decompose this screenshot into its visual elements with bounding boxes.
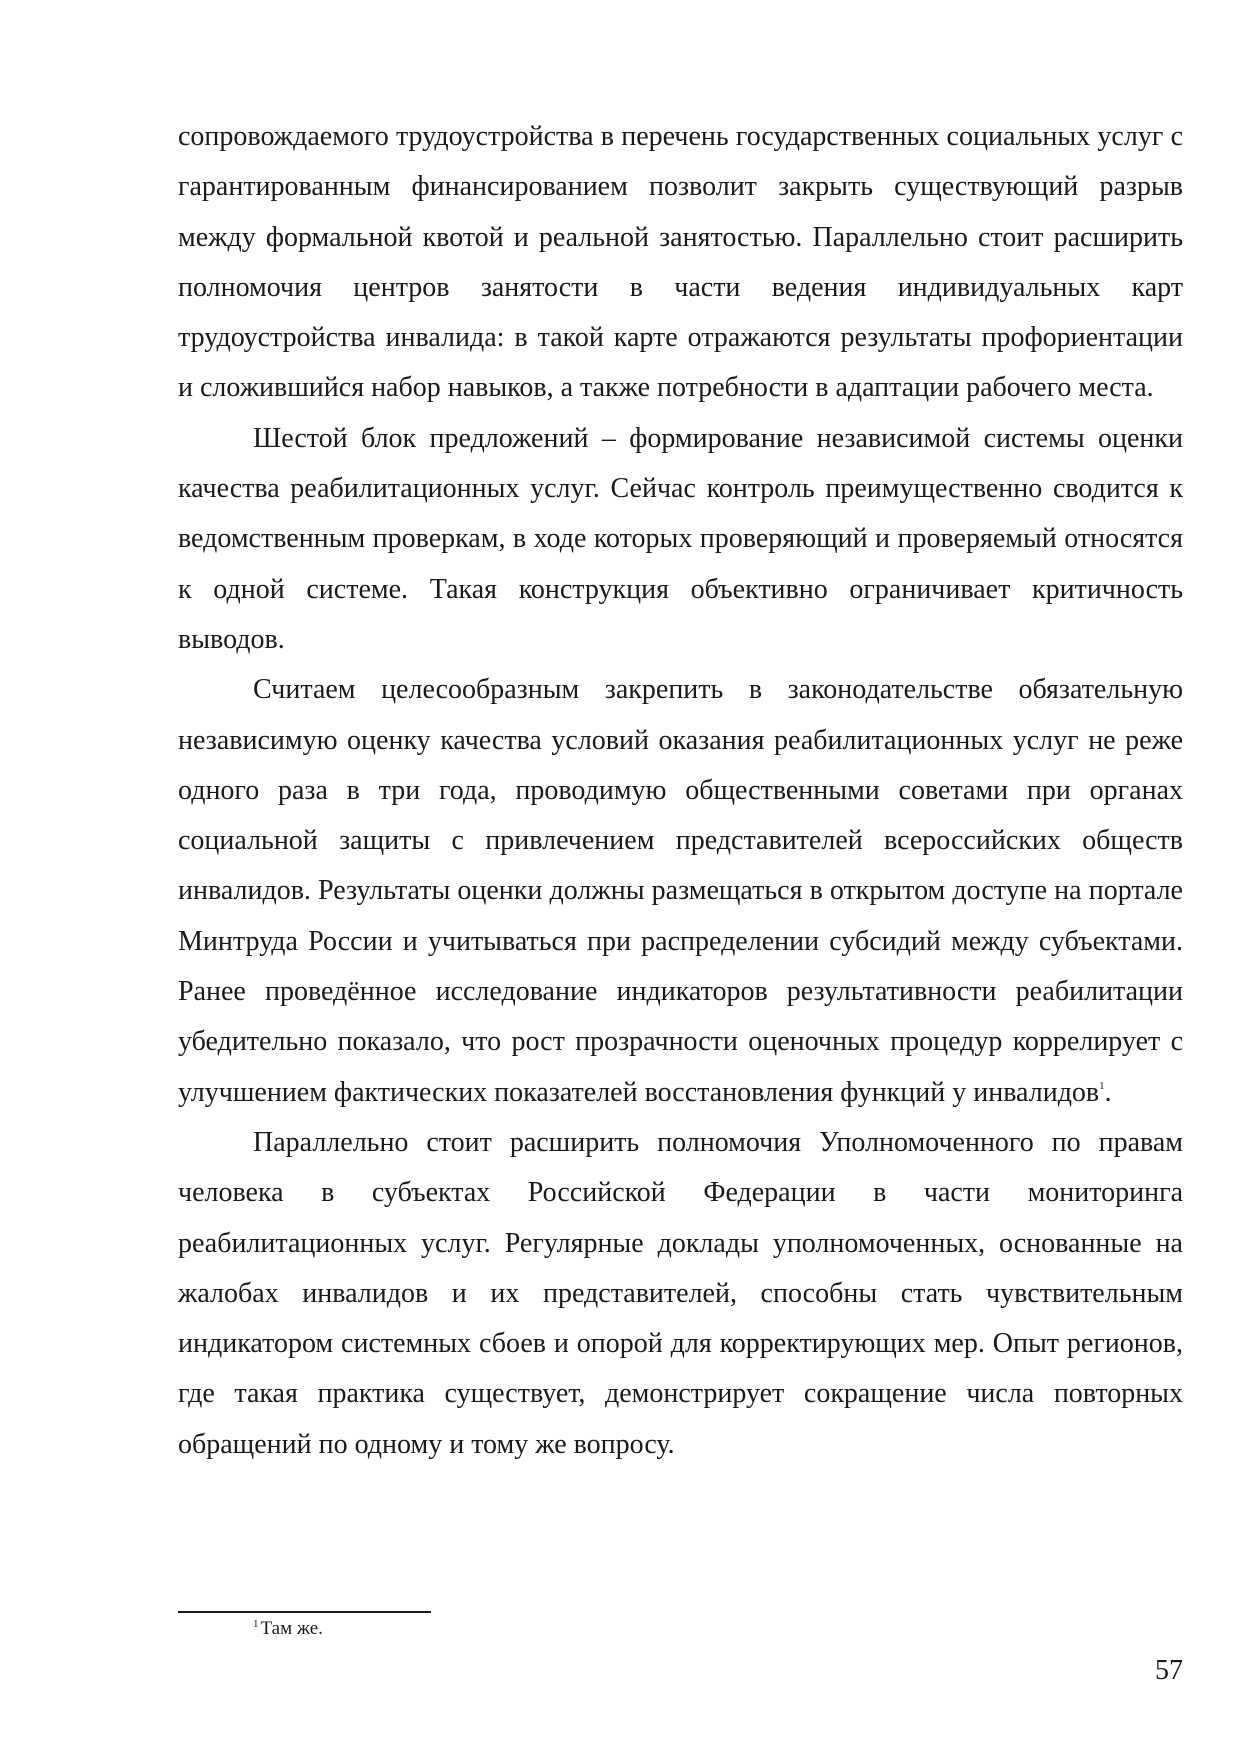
paragraph-2 (178, 414, 1183, 665)
paragraph-1-text: сопровождаемого трудоустройства в перечень государственных социальных услуг с гарантированным финансированием позволит закрыть существующий разрыв между формальной квотой и реальной занятостью. Параллельно стоит расширить полномочия центров занятости в части ведения индивидуальных карт трудоустройства инвалида: в такой карте отражаются результаты профориентации и сложившийся набор навыков, а также потребности в адаптации рабочего места. (178, 121, 1183, 404)
footnote-separator (178, 1611, 431, 1613)
page-body (178, 112, 1183, 1470)
footnote-reference[interactable]: 1 (1099, 1079, 1105, 1092)
footnote (253, 1617, 323, 1641)
paragraph-1 (178, 112, 1183, 414)
footnote-number: 1 (253, 1618, 259, 1630)
footnote-text: Там же. (260, 1618, 323, 1639)
paragraph-2-text: Шестой блок предложений – формирование независимой системы оценки качества реабилитационных услуг. Сейчас контроль преимущественно сводится к ведомственным проверкам, в ходе которых проверяющий и проверяемый относятся к одной системе. Такая конструкция объективно ограничивает критичность выводов. (178, 422, 1183, 655)
paragraph-4 (178, 1118, 1183, 1470)
paragraph-3-tail: . (1104, 1076, 1112, 1108)
paragraph-4-text: Параллельно стоит расширить полномочия Уполномоченного по правам человека в субъектах Российской Федерации в части мониторинга реабилитационных услуг. Регулярные доклады уполномоченных, основанные на жалобах инвалидов и их представителей, способны стать чувствительным индикатором системных сбоев и опорой для корректирующих мер. Опыт регионов, где такая практика существует, демонстрирует сокращение числа повторных обращений по одному и тому же вопросу. (178, 1126, 1183, 1460)
page-number: 57 (1155, 1655, 1183, 1686)
paragraph-3 (178, 665, 1183, 1118)
paragraph-3-text: Считаем целесообразным закрепить в законодательстве обязательную независимую оценку качества условий оказания реабилитационных услуг не реже одного раза в три года, проводимую общественными советами при органах социальной защиты с привлечением представителей всероссийских обществ инвалидов. Результаты оценки должны размещаться в открытом доступе на портале Минтруда России и учитываться при распределении субсидий между субъектами. Ранее проведённое исследование индикаторов результативности реабилитации убедительно показало, что рост прозрачности оценочных процедур коррелирует с улучшением фактических показателей восстановления функций у инвалидов (178, 674, 1183, 1108)
